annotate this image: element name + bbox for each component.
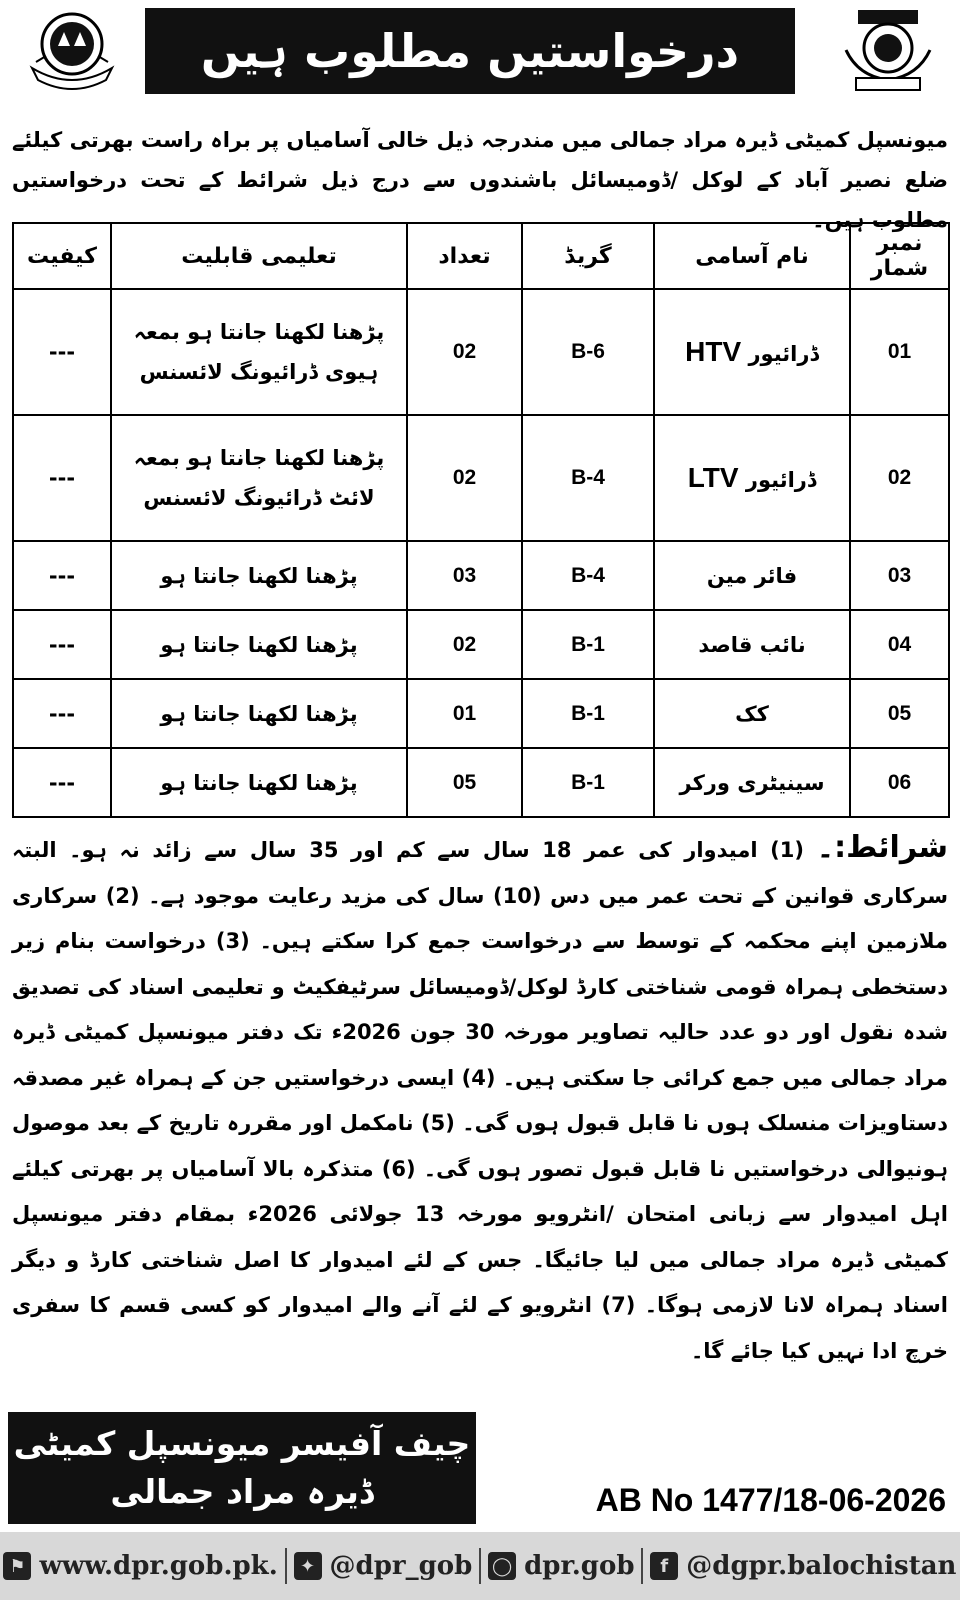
cell-serial: 02 — [850, 415, 949, 541]
signature-line-1: چیف آفیسر میونسپل کمیٹی — [13, 1424, 471, 1463]
cell-grade: B-6 — [522, 289, 654, 415]
footer-facebook[interactable] — [650, 1551, 956, 1581]
cell-qualification: پڑھنا لکھنا جانتا ہو — [111, 610, 407, 679]
conditions-text: (1) امیدوار کی عمر 18 سال سے کم اور 35 سال سے زائد نہ ہو۔ البتہ سرکاری قوانین کے تحت عمر میں دس (10) سال کی مزید رعایت موجود ہے۔ (2) سرکاری ملازمین اپنے محکمہ کے توسط سے درخواست جمع کرا سکتے ہیں۔ (3) درخواست بنام زیر دستخطی ہمراہ قومی شناختی کارڈ لوکل/ڈومیسائل سرٹیفکیٹ و تعلیمی اسناد کی تصدیق شدہ نقول اور دو عدد حالیہ تصاویر مورخہ 30 جون 2026ء تک دفتر میونسپل کمیٹی ڈیرہ مراد جمالی میں جمع کرائی جا سکتی ہیں۔ (4) ایسی درخواستیں جن کے ہمراہ غیر مصدقہ دستاویزات منسلک ہوں نا قابل قبول ہوں گی۔ (5) نامکمل اور مقررہ تاریخ کے بعد موصول ہونیوالی درخواستیں نا قابل قبول تصور ہوں گی۔ (6) متذکرہ بالا آسامیاں پر بھرتی کیلئے اہل امیدوار سے زبانی امتحان /انٹرویو مورخہ 13 جولائی 2026ء بمقام دفتر میونسپل کمیٹی ڈیرہ مراد جمالی میں لیا جائیگا۔ جس کے لئے امیدوار کا اصل شناختی کارڈ و دیگر اسناد ہمراہ لانا لازمی ہوگا۔ (7) انٹرویو کے لئے آنے والے امیدوار کو کسی قسم کا سفری خرچ ادا نہیں کیا جائے گا۔ — [12, 838, 949, 1363]
cell-count: 05 — [407, 748, 522, 817]
cell-qualification: پڑھنا لکھنا جانتا ہو — [111, 679, 407, 748]
footer-instagram[interactable] — [488, 1551, 634, 1581]
cell-remarks: --- — [13, 748, 111, 817]
instagram-icon: ◯ — [488, 1552, 516, 1580]
table-row — [13, 679, 949, 748]
twitter-icon: ✦ — [294, 1552, 322, 1580]
header-post: نام آسامی — [654, 223, 850, 289]
table-row — [13, 748, 949, 817]
footer-divider — [285, 1548, 287, 1584]
intro-paragraph: میونسپل کمیٹی ڈیرہ مراد جمالی میں مندرجہ ذیل خالی آسامیاں پر براہ راست بھرتی کیلئے ضلع نصیر آباد کے لوکل /ڈومیسائل باشندوں سے درج ذیل شرائط کے تحت درخواستیں مطلوب ہیں۔ — [12, 128, 948, 232]
instagram-handle[interactable]: dpr.gob — [524, 1551, 635, 1581]
table-row — [13, 415, 949, 541]
cell-post: نائب قاصد — [654, 610, 850, 679]
cell-post: ڈرائیور LTV — [654, 415, 850, 541]
cell-qualification: پڑھنا لکھنا جانتا ہو بمعہ ہیوی ڈرائیونگ لائسنس — [111, 289, 407, 415]
left-emblem-icon — [22, 6, 122, 96]
page-title: درخواستیں مطلوب ہیں — [145, 8, 795, 94]
table-row — [13, 289, 949, 415]
cell-post: سینیٹری ورکر — [654, 748, 850, 817]
footer-twitter[interactable] — [294, 1551, 473, 1581]
cell-grade: B-4 — [522, 415, 654, 541]
table-row — [13, 610, 949, 679]
cell-count: 03 — [407, 541, 522, 610]
header-grade: گریڈ — [522, 223, 654, 289]
twitter-handle[interactable]: @dpr_gob — [329, 1551, 473, 1581]
cell-serial: 05 — [850, 679, 949, 748]
facebook-icon: f — [650, 1552, 678, 1580]
table-header-row — [13, 223, 949, 289]
table-row — [13, 541, 949, 610]
cell-remarks: --- — [13, 679, 111, 748]
cell-serial: 03 — [850, 541, 949, 610]
header-qualification: تعلیمی قابلیت — [111, 223, 407, 289]
ab-number: AB No 1477/18-06-2026 — [595, 1482, 946, 1518]
cell-serial: 04 — [850, 610, 949, 679]
cell-remarks: --- — [13, 541, 111, 610]
header-serial: نمبر شمار — [850, 223, 949, 289]
cell-grade: B-1 — [522, 610, 654, 679]
signature-block — [8, 1412, 476, 1524]
vacancies-table — [12, 222, 950, 818]
cell-qualification: پڑھنا لکھنا جانتا ہو — [111, 748, 407, 817]
footer-website[interactable] — [3, 1551, 277, 1581]
signature-line-2: ڈیرہ مراد جمالی — [110, 1472, 374, 1511]
footer-bar — [0, 1532, 960, 1600]
cell-remarks: --- — [13, 415, 111, 541]
header-remarks: کیفیت — [13, 223, 111, 289]
header-count: تعداد — [407, 223, 522, 289]
cell-remarks: --- — [13, 289, 111, 415]
cell-count: 02 — [407, 289, 522, 415]
facebook-handle[interactable]: @dgpr.balochistan — [686, 1551, 957, 1581]
website-link[interactable]: www.dpr.gob.pk. — [39, 1551, 278, 1581]
cell-grade: B-1 — [522, 679, 654, 748]
cell-post: ڈرائیور HTV — [654, 289, 850, 415]
conditions-heading: شرائط:۔ — [816, 830, 949, 865]
conditions-section — [12, 825, 948, 1374]
footer-divider — [641, 1548, 643, 1584]
cell-remarks: --- — [13, 610, 111, 679]
cell-grade: B-1 — [522, 748, 654, 817]
cell-post: کک — [654, 679, 850, 748]
footer-divider — [479, 1548, 481, 1584]
right-emblem-icon — [838, 6, 938, 96]
cell-post: فائر مین — [654, 541, 850, 610]
cell-serial: 06 — [850, 748, 949, 817]
cell-count: 02 — [407, 415, 522, 541]
cell-grade: B-4 — [522, 541, 654, 610]
cell-qualification: پڑھنا لکھنا جانتا ہو بمعہ لائٹ ڈرائیونگ لائسنس — [111, 415, 407, 541]
cell-qualification: پڑھنا لکھنا جانتا ہو — [111, 541, 407, 610]
cell-count: 02 — [407, 610, 522, 679]
globe-icon: ⚑ — [3, 1552, 31, 1580]
cell-serial: 01 — [850, 289, 949, 415]
cell-count: 01 — [407, 679, 522, 748]
